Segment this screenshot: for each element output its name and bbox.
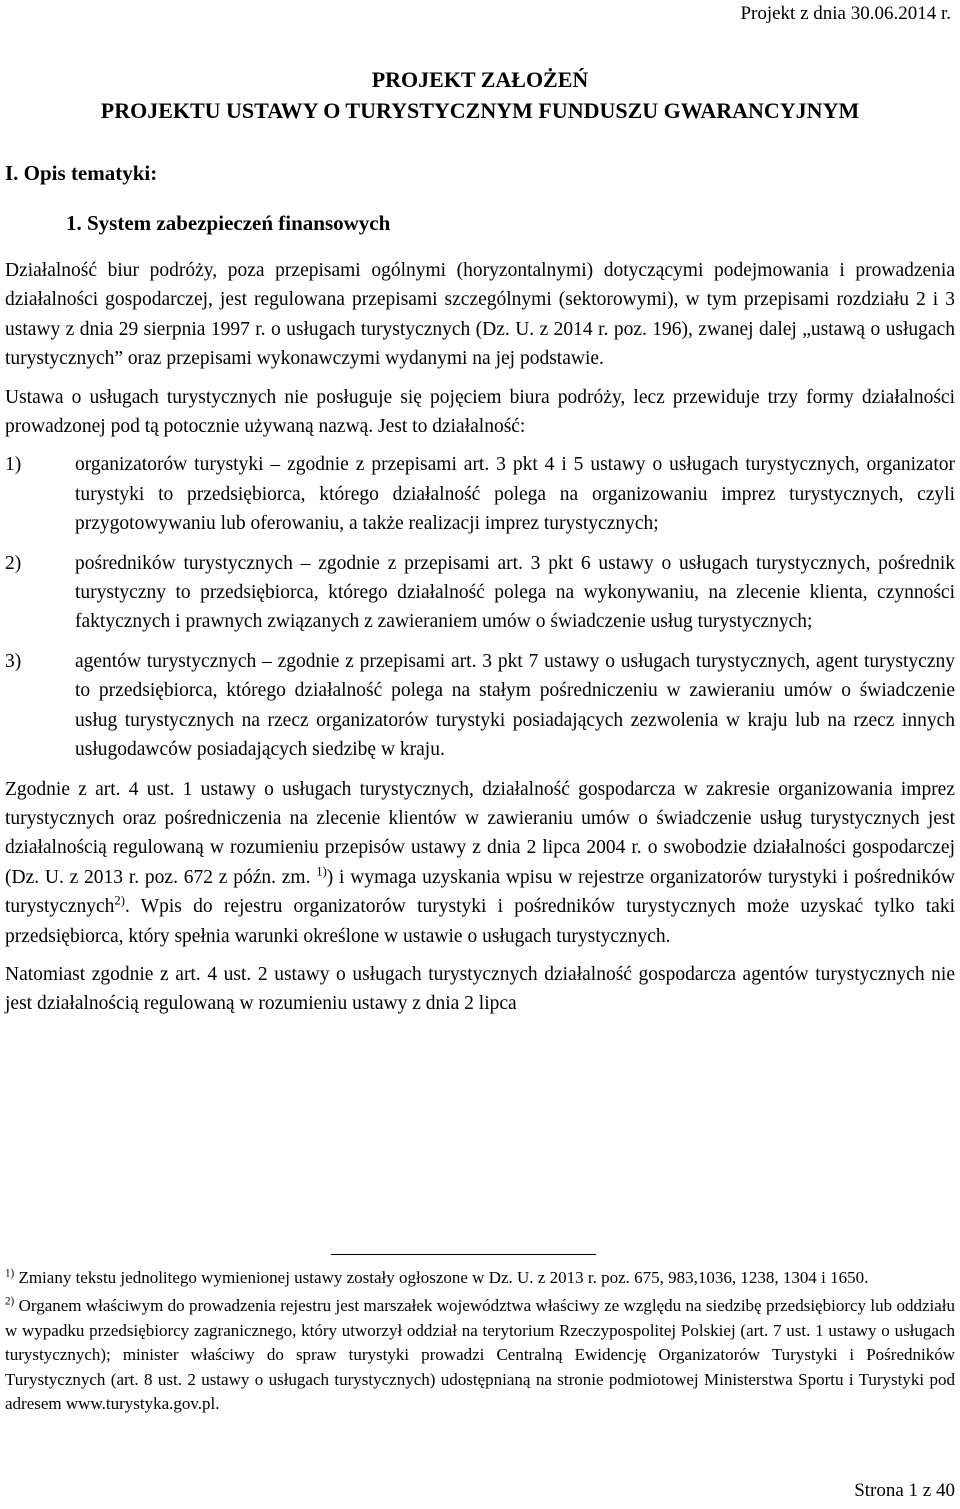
section-heading: I. Opis tematyki: — [5, 161, 158, 185]
paragraph-3-part-a: Zgodnie z art. 4 ust. 1 ustawy o usługach turystycznych, działalność gospodarcza w zakresie organizowania imprez turystycznych oraz pośredniczenia na zlecenie klientów w zawieraniu umów o świadczenie usług turystycznych jest działalnością regulowaną w rozumieniu przepisów ustawy z dnia 2 lipca 2004 r. o swobodzie działalności gospodarczej (Dz. U. z 2013 r. poz. 672 z późn. zm. — [5, 778, 955, 888]
title-line-2: PROJEKTU USTAWY O TURYSTYCZNYM FUNDUSZU GWARANCYJNYM — [100, 98, 860, 123]
list-item-text: agentów turystycznych – zgodnie z przepisami art. 3 pkt 7 ustawy o usługach turystycznych, agent turystyczny to przedsiębiorca, którego działalność polega na stałym pośredniczeniu w zawieraniu umów o świadczenie usług turystycznych na rzecz organizatorów turystyki posiadających zezwolenia w kraju lub na rzecz innych usługodawców posiadających siedzibę w kraju. — [75, 650, 955, 761]
paragraph-4: Natomiast zgodnie z art. 4 ust. 2 ustawy o usługach turystycznych działalność gospodarcza agentów turystycznych nie jest działalnością regulowaną w rozumieniu ustawy z dnia 2 lipca — [5, 963, 955, 1015]
list-item-text: organizatorów turystyki – zgodnie z przepisami art. 3 pkt 4 i 5 ustawy o usługach turystycznych, organizator turystyki to przedsiębiorca, którego działalność polega na organizowaniu imprez turystycznych, czyli przygotowywaniu lub oferowaniu, a także realizacji imprez turystycznych; — [75, 454, 955, 535]
paragraph-3-part-b: ) i wymaga uzyskania wpisu w rejestrze organizatorów turystyki i pośredników turystycznych — [5, 866, 955, 918]
footnote-ref-1[interactable]: 1) — [316, 864, 327, 879]
page-number: Strona 1 z 40 — [854, 1480, 955, 1501]
list-item — [5, 647, 955, 765]
paragraph-2: Ustawa o usługach turystycznych nie posługuje się pojęciem biura podróży, lecz przewiduje trzy formy działalności prowadzonej pod tą potocznie używaną nazwą. Jest to działalność: — [5, 386, 955, 438]
list-item-text: pośredników turystycznych – zgodnie z przepisami art. 3 pkt 6 ustawy o usługach turystycznych, pośrednik turystyczny to przedsiębiorca, którego działalność polega na wykonywaniu, na zlecenie klienta, czynności faktycznych i prawnych związanych z zawieraniem umów o świadczenie usług turystycznych; — [75, 552, 955, 633]
document-date: Projekt z dnia 30.06.2014 r. — [740, 3, 951, 24]
footnote-separator — [331, 1254, 596, 1255]
footnote-mark: 1) — [5, 1267, 15, 1280]
paragraph-3-part-c: . Wpis do rejestru organizatorów turystyki i pośredników turystycznych może uzyskać tylko taki przedsiębiorca, który spełnia warunki określone w ustawie o usługach turystycznych. — [5, 896, 955, 947]
list-item — [5, 549, 955, 637]
subsection-heading: 1. System zabezpieczeń finansowych — [66, 211, 391, 235]
activity-forms-list — [5, 450, 955, 764]
paragraph-3 — [5, 775, 955, 951]
document-body — [5, 256, 955, 1028]
list-item-number: 1) — [5, 454, 22, 476]
footnote-mark: 2) — [5, 1295, 15, 1308]
footnote-2 — [5, 1294, 955, 1416]
footnote-1 — [5, 1266, 955, 1290]
list-item-number: 2) — [5, 552, 22, 574]
title-line-1: PROJEKT ZAŁOŻEŃ — [371, 67, 589, 92]
footnote-text: Zmiany tekstu jednolitego wymienionej ustawy zostały ogłoszone w Dz. U. z 2013 r. poz. 675, 983,1036, 1238, 1304 i 1650. — [18, 1268, 869, 1287]
list-item-number: 3) — [5, 650, 22, 672]
footnote-text: Organem właściwym do prowadzenia rejestru jest marszałek województwa właściwy ze względu na siedzibę przedsiębiorcy lub oddziału w wypadku przedsiębiorcy zagranicznego, który utworzył oddział na terytorium Rzeczypospolitej Polskiej (art. 7 ust. 1 ustawy o usługach turystycznych); minister właściwy do spraw turystyki prowadzi Centralną Ewidencję Organizatorów Turystyki i Pośredników Turystycznych (art. 8 ust. 2 ustawy o usługach turystycznych) udostępnianą na stronie podmiotowej Ministerstwa Sportu i Turystyki pod adresem www.turystyka.gov.pl. — [5, 1296, 955, 1414]
footnote-ref-2[interactable]: 2) — [114, 893, 125, 908]
footnotes — [5, 1266, 955, 1420]
document-title — [0, 64, 960, 126]
paragraph-1: Działalność biur podróży, poza przepisami ogólnymi (horyzontalnymi) dotyczącymi podejmowania i prowadzenia działalności gospodarczej, jest regulowana przepisami szczególnymi (sektorowymi), w tym przepisami rozdziału 2 i 3 ustawy z dnia 29 sierpnia 1997 r. o usługach turystycznych (Dz. U. z 2014 r. poz. 196), zwanej dalej „ustawą o usługach turystycznych” oraz przepisami wykonawczymi wydanymi na jej podstawie. — [5, 260, 955, 370]
list-item — [5, 450, 955, 538]
